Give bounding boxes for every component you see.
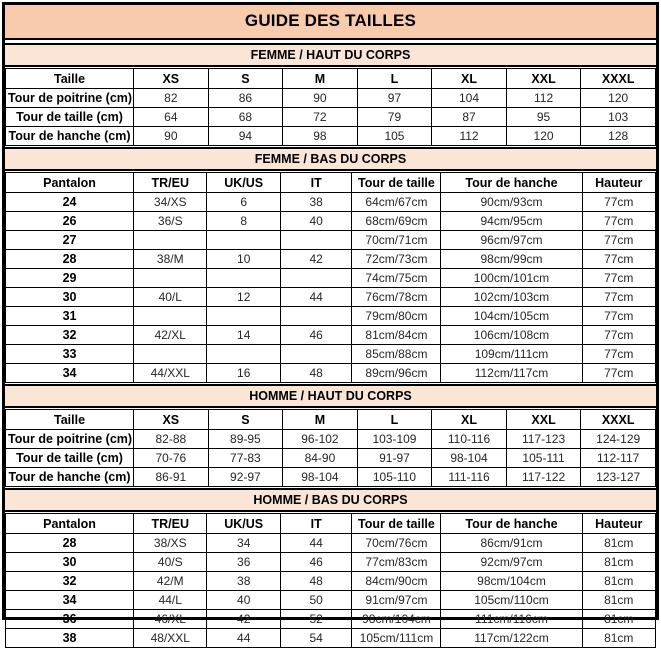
column-header: M [283,69,358,89]
header-row [6,514,656,534]
size-table [5,68,656,146]
table-cell [280,269,352,288]
table-row [6,534,656,553]
table-cell: 81cm [582,534,655,553]
table-row [6,610,656,629]
header-row [6,410,656,430]
column-header: IT [280,514,352,534]
column-header: Taille [6,410,134,430]
table-cell: 70cm/71cm [352,231,441,250]
table-cell: 112cm/117cm [441,364,582,383]
section-heading: HOMME / BAS DU CORPS [5,488,656,512]
table-cell: 72cm/73cm [352,250,441,269]
table-cell [207,269,280,288]
table-cell: 46 [280,553,352,572]
column-header: S [208,69,283,89]
table-cell: 64 [134,108,209,127]
column-header: L [357,69,432,89]
table-cell: 81cm [582,629,655,648]
column-header: XXXL [581,410,656,430]
size-table [5,409,656,487]
table-cell: 92cm/97cm [441,553,582,572]
table-cell: 84-90 [283,449,358,468]
row-label: 31 [6,307,134,326]
table-cell: 36 [207,553,280,572]
table-cell: 120 [581,89,656,108]
table-row [6,250,656,269]
table-cell: 124-129 [581,430,656,449]
table-cell: 103-109 [357,430,432,449]
size-guide-container [2,2,659,645]
table-cell: 87 [432,108,507,127]
table-cell [280,345,352,364]
table-cell: 86cm/91cm [441,534,582,553]
table-cell: 86-91 [134,468,209,487]
table-row [6,345,656,364]
table-cell: 10 [207,250,280,269]
table-row [6,591,656,610]
table-cell: 77cm [582,269,655,288]
row-label: 34 [6,364,134,383]
table-cell: 38/XS [134,534,207,553]
table-row [6,108,656,127]
section-heading: FEMME / BAS DU CORPS [5,147,656,171]
table-cell: 52 [280,610,352,629]
table-cell: 68 [208,108,283,127]
table-cell: 111-116 [432,468,507,487]
table-row [6,326,656,345]
table-cell: 95 [506,108,581,127]
column-header: XL [432,410,507,430]
table-cell: 38 [207,572,280,591]
table-cell: 85cm/88cm [352,345,441,364]
column-header: M [283,410,358,430]
table-cell: 79 [357,108,432,127]
table-cell: 94cm/95cm [441,212,582,231]
table-cell: 82 [134,89,209,108]
column-header: XXL [506,69,581,89]
table-row [6,307,656,326]
section-heading: FEMME / HAUT DU CORPS [5,43,656,67]
table-cell: 92-97 [208,468,283,487]
row-label: Tour de poitrine (cm) [6,430,134,449]
table-cell: 102cm/103cm [441,288,582,307]
table-cell: 79cm/80cm [352,307,441,326]
table-cell: 46/XL [134,610,207,629]
row-label: 26 [6,212,134,231]
table-row [6,629,656,648]
table-cell: 77cm [582,364,655,383]
table-cell: 84cm/90cm [352,572,441,591]
table-cell: 112-117 [581,449,656,468]
row-label: 27 [6,231,134,250]
table-cell: 77cm [582,288,655,307]
table-cell: 44/XXL [134,364,207,383]
row-label: 29 [6,269,134,288]
table-cell: 117cm/122cm [441,629,582,648]
table-cell: 48/XXL [134,629,207,648]
table-cell: 90 [283,89,358,108]
table-cell: 97 [357,89,432,108]
column-header: Hauteur [582,514,655,534]
row-label: 30 [6,553,134,572]
row-label: 36 [6,610,134,629]
table-cell [134,345,207,364]
table-cell: 111cm/116cm [441,610,582,629]
table-cell: 105cm/110cm [441,591,582,610]
table-cell: 77cm [582,250,655,269]
table-cell: 44/L [134,591,207,610]
table-cell: 103 [581,108,656,127]
table-cell: 40/S [134,553,207,572]
table-cell: 123-127 [581,468,656,487]
table-cell: 91-97 [357,449,432,468]
row-label: 24 [6,193,134,212]
table-cell: 48 [280,364,352,383]
table-cell: 105-111 [506,449,581,468]
table-cell: 98-104 [432,449,507,468]
table-cell: 105cm/111cm [352,629,441,648]
table-cell: 42/M [134,572,207,591]
column-header: Tour de taille [352,514,441,534]
table-cell: 117-122 [506,468,581,487]
column-header: Pantalon [6,173,134,193]
table-cell: 104cm/105cm [441,307,582,326]
table-cell: 77cm [582,193,655,212]
table-cell: 81cm [582,572,655,591]
row-label: Tour de taille (cm) [6,108,134,127]
table-cell: 46 [280,326,352,345]
table-row [6,269,656,288]
table-row [6,468,656,487]
table-cell: 48 [280,572,352,591]
table-cell: 38/M [134,250,207,269]
row-label: 33 [6,345,134,364]
table-cell: 12 [207,288,280,307]
column-header: TR/EU [134,173,207,193]
table-cell: 44 [207,629,280,648]
table-cell [207,231,280,250]
column-header: XXL [506,410,581,430]
column-header: XS [134,69,209,89]
column-header: L [357,410,432,430]
table-cell [134,269,207,288]
column-header: XXXL [581,69,656,89]
column-header: Taille [6,69,134,89]
table-cell: 89cm/96cm [352,364,441,383]
table-cell: 94 [208,127,283,146]
column-header: Pantalon [6,514,134,534]
table-cell: 104 [432,89,507,108]
column-header: XS [134,410,209,430]
table-row [6,364,656,383]
table-cell: 40/L [134,288,207,307]
row-label: 38 [6,629,134,648]
table-cell: 14 [207,326,280,345]
row-label: Tour de poitrine (cm) [6,89,134,108]
table-cell [134,307,207,326]
table-cell: 77cm [582,307,655,326]
column-header: Hauteur [582,173,655,193]
row-label: Tour de hanche (cm) [6,127,134,146]
table-cell: 96cm/97cm [441,231,582,250]
table-cell: 98cm/104cm [352,610,441,629]
table-cell: 112 [432,127,507,146]
table-cell: 81cm [582,591,655,610]
table-cell: 34/XS [134,193,207,212]
table-cell [207,307,280,326]
header-row [6,173,656,193]
table-row [6,231,656,250]
table-cell: 6 [207,193,280,212]
table-cell: 98cm/99cm [441,250,582,269]
row-label: 34 [6,591,134,610]
table-cell: 117-123 [506,430,581,449]
table-cell: 105 [357,127,432,146]
table-cell: 112 [506,89,581,108]
table-row [6,193,656,212]
table-cell: 74cm/75cm [352,269,441,288]
table-cell: 16 [207,364,280,383]
column-header: IT [280,173,352,193]
table-cell: 76cm/78cm [352,288,441,307]
size-table [5,513,656,648]
table-cell: 120 [506,127,581,146]
table-cell [280,231,352,250]
table-cell: 106cm/108cm [441,326,582,345]
section-heading: HOMME / HAUT DU CORPS [5,384,656,408]
table-cell: 81cm/84cm [352,326,441,345]
table-cell: 86 [208,89,283,108]
table-cell: 96-102 [283,430,358,449]
table-cell [207,345,280,364]
table-cell [280,307,352,326]
row-label: 32 [6,326,134,345]
table-cell: 64cm/67cm [352,193,441,212]
table-cell: 40 [207,591,280,610]
table-cell: 77cm [582,231,655,250]
table-cell: 98cm/104cm [441,572,582,591]
table-cell: 100cm/101cm [441,269,582,288]
table-cell: 34 [207,534,280,553]
table-cell: 81cm [582,610,655,629]
table-cell: 81cm [582,553,655,572]
table-cell: 77cm [582,326,655,345]
column-header: Tour de taille [352,173,441,193]
table-cell: 42 [207,610,280,629]
table-cell: 90 [134,127,209,146]
row-label: Tour de taille (cm) [6,449,134,468]
table-cell: 105-110 [357,468,432,487]
table-cell: 89-95 [208,430,283,449]
table-cell: 91cm/97cm [352,591,441,610]
page-title: GUIDE DES TAILLES [5,5,656,40]
row-label: 30 [6,288,134,307]
table-row [6,572,656,591]
table-cell: 98-104 [283,468,358,487]
table-cell: 110-116 [432,430,507,449]
table-row [6,212,656,231]
table-cell: 90cm/93cm [441,193,582,212]
table-cell: 40 [280,212,352,231]
row-label: 28 [6,534,134,553]
table-cell: 44 [280,288,352,307]
sections-root [5,42,656,648]
table-row [6,127,656,146]
table-cell: 98 [283,127,358,146]
table-cell: 128 [581,127,656,146]
column-header: TR/EU [134,514,207,534]
table-cell: 70-76 [134,449,209,468]
row-label: 32 [6,572,134,591]
size-table [5,172,656,383]
header-row [6,69,656,89]
table-cell: 77cm/83cm [352,553,441,572]
column-header: S [208,410,283,430]
table-row [6,553,656,572]
table-cell: 82-88 [134,430,209,449]
table-row [6,288,656,307]
table-cell: 36/S [134,212,207,231]
column-header: UK/US [207,514,280,534]
column-header: Tour de hanche [441,514,582,534]
table-cell: 42 [280,250,352,269]
table-cell: 72 [283,108,358,127]
column-header: XL [432,69,507,89]
table-cell: 50 [280,591,352,610]
table-cell: 109cm/111cm [441,345,582,364]
table-cell: 77-83 [208,449,283,468]
table-cell: 77cm [582,212,655,231]
table-cell: 54 [280,629,352,648]
table-row [6,449,656,468]
table-row [6,430,656,449]
row-label: 28 [6,250,134,269]
table-cell: 44 [280,534,352,553]
table-cell: 70cm/76cm [352,534,441,553]
table-cell [134,231,207,250]
table-cell: 38 [280,193,352,212]
column-header: UK/US [207,173,280,193]
table-cell: 42/XL [134,326,207,345]
column-header: Tour de hanche [441,173,582,193]
table-row [6,89,656,108]
table-cell: 8 [207,212,280,231]
row-label: Tour de hanche (cm) [6,468,134,487]
table-cell: 68cm/69cm [352,212,441,231]
table-cell: 77cm [582,345,655,364]
